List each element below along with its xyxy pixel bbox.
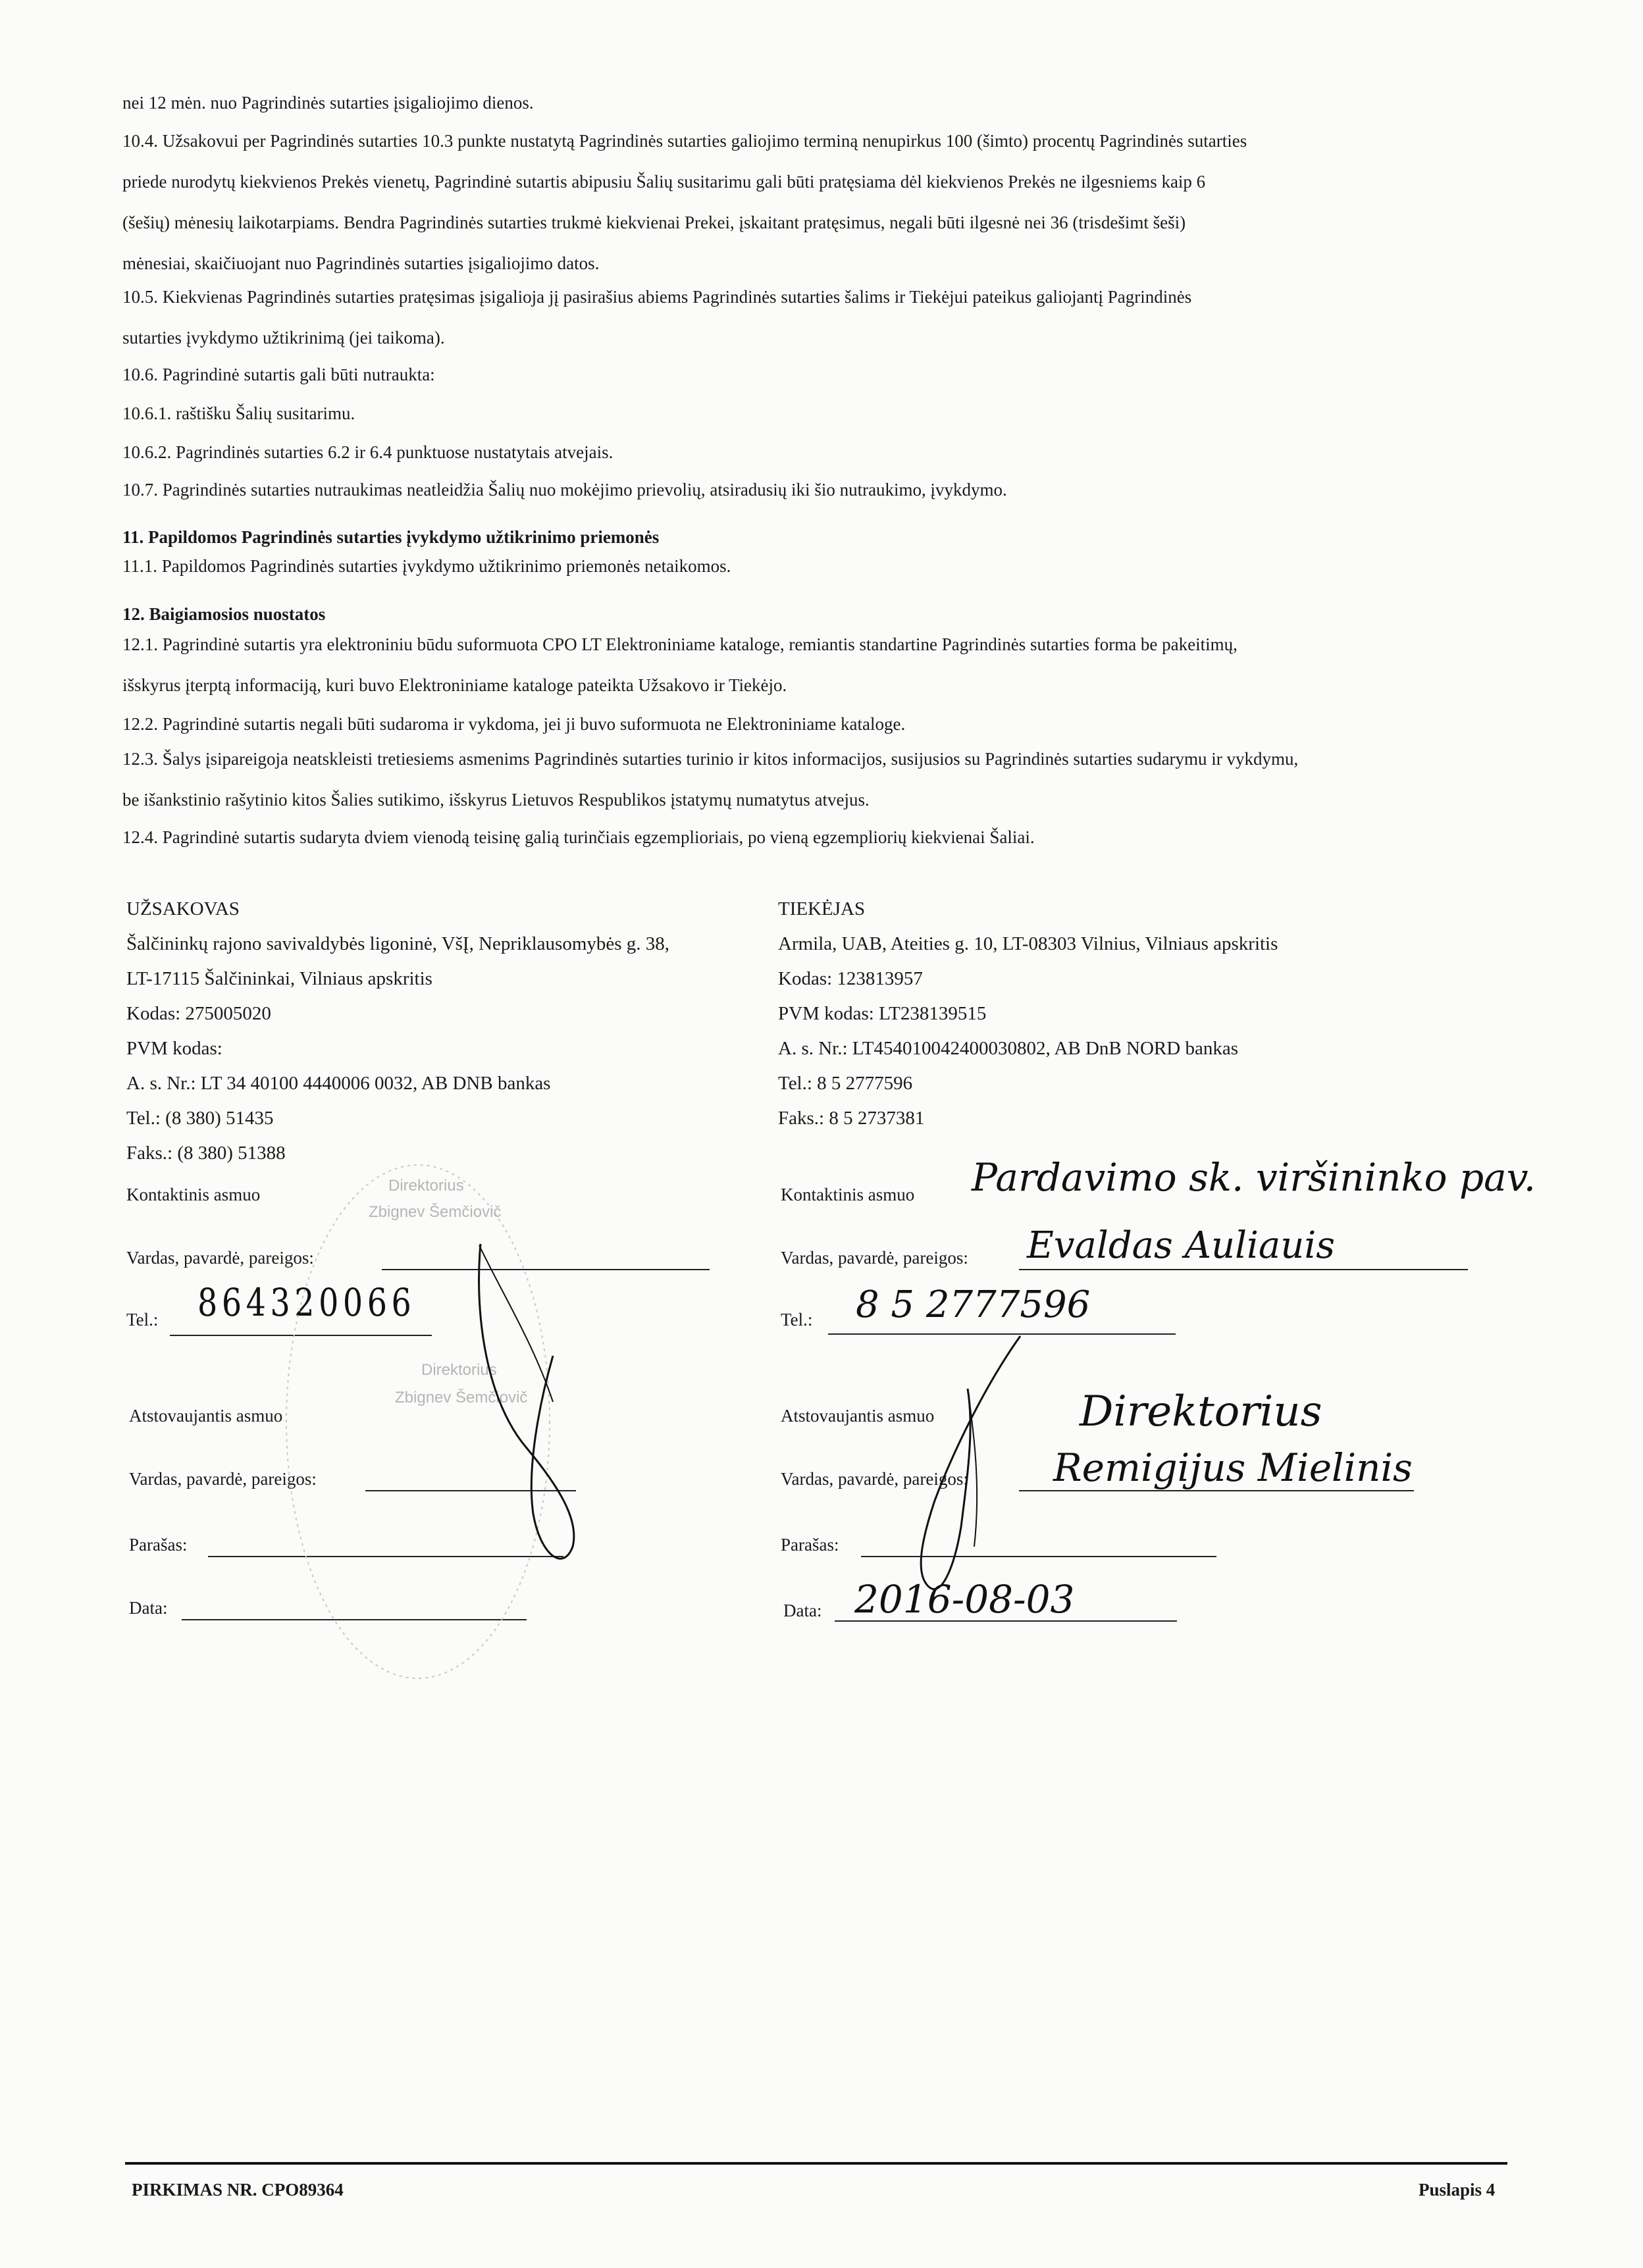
clause-10-6: 10.6. Pagrindinė sutartis gali būti nutraukta:	[122, 365, 435, 384]
supplier-contact-label: Kontaktinis asmuo	[781, 1185, 915, 1204]
supplier-code: Kodas: 123813957	[778, 968, 923, 989]
supplier-bank-account: A. s. Nr.: LT454010042400030802, AB DnB NORD bankas	[778, 1038, 1238, 1059]
footer-procurement-number: PIRKIMAS NR. CPO89364	[132, 2180, 344, 2200]
buyer-address: Šalčininkų rajono savivaldybės ligoninė, VšĮ, Nepriklausomybės g. 38,	[126, 933, 670, 954]
clause-12-1	[122, 624, 1238, 706]
buyer-name-label: Vardas, pavardė, pareigos:	[126, 1248, 314, 1268]
clause-10-4	[122, 120, 1247, 284]
clause-10-5	[122, 276, 1191, 358]
supplier-phone: Tel.: 8 5 2777596	[778, 1073, 913, 1094]
supplier-signature-icon	[875, 1329, 1047, 1606]
clause-10-4-line: mėnesiai, skaičiuojant nuo Pagrindinės sutarties įsigaliojimo datos.	[122, 253, 600, 273]
clause-10-5-line: 10.5. Kiekvienas Pagrindinės sutarties pratęsimas įsigalioja jį pasirašius abiems Pagrindinės sutarties šalims ir Tiekėjui pateikus galiojantį Pagrindinės	[122, 287, 1192, 307]
supplier-contact-handwritten: Pardavimo sk. viršininko pav.	[972, 1155, 1536, 1200]
buyer-code: Kodas: 275005020	[126, 1003, 271, 1024]
supplier-vat-code: PVM kodas: LT238139515	[778, 1003, 987, 1024]
supplier-name-handwritten: Evaldas Auliauis	[1027, 1224, 1336, 1267]
clause-12-2: 12.2. Pagrindinė sutartis negali būti sudaroma ir vykdoma, jei ji buvo suformuota ne Elektroniniame kataloge.	[122, 714, 906, 734]
stamp-text: Direktorius	[388, 1177, 464, 1195]
clause-12-3-line: 12.3. Šalys įsipareigoja neatskleisti tretiesiems asmenims Pagrindinės sutarties turinio ir kitos informacijos, susijusios su Pagrindinės sutarties sudarymu ir vykdymu,	[122, 749, 1299, 769]
buyer-heading: UŽSAKOVAS	[126, 898, 240, 919]
supplier-rep-name-line	[1019, 1490, 1414, 1491]
supplier-name-label: Vardas, pavardė, pareigos:	[781, 1248, 968, 1268]
clause-10-6-2: 10.6.2. Pagrindinės sutarties 6.2 ir 6.4 punktuose nustatytais atvejais.	[122, 442, 613, 462]
supplier-name-line	[1019, 1269, 1468, 1270]
footer-divider	[125, 2162, 1507, 2165]
supplier-details	[778, 892, 1278, 1136]
buyer-bank-account: A. s. Nr.: LT 34 40100 4440006 0032, AB DNB bankas	[126, 1073, 551, 1094]
stamp-text: Direktorius	[421, 1361, 497, 1379]
supplier-sign-label: Parašas:	[781, 1535, 839, 1555]
clause-10-4-line: (šešių) mėnesių laikotarpiams. Bendra Pagrindinės sutarties trukmė kiekvienai Prekei, įskaitant pratęsimus, negali būti ilgesnė nei 36 (trisdešimt šeši)	[122, 213, 1186, 232]
buyer-phone: Tel.: (8 380) 51435	[126, 1108, 274, 1129]
supplier-rep-name-handwritten: Remigijus Mielinis	[1053, 1445, 1413, 1490]
clause-12-1-line: išskyrus įterptą informaciją, kuri buvo Elektroniniame kataloge pateikta Užsakovo ir Tiekėjo.	[122, 675, 787, 695]
buyer-address-city: LT-17115 Šalčininkai, Vilniaus apskritis	[126, 968, 432, 989]
buyer-rep-label: Atstovaujantis asmuo	[129, 1406, 283, 1426]
clause-10-4-line: 10.4. Užsakovui per Pagrindinės sutarties 10.3 punkte nustatytą Pagrindinės sutarties galiojimo terminą nenupirkus 100 (šimto) procentų Pagrindinės sutarties	[122, 131, 1247, 151]
clause-10-4-line: priede nurodytų kiekvienos Prekės vienetų, Pagrindinė sutartis abipusiu Šalių susitarimu gali būti pratęsiama dėl kiekvienos Prekės ne ilgesniems kaip 6	[122, 172, 1206, 192]
clause-10-6-1: 10.6.1. raštišku Šalių susitarimu.	[122, 403, 355, 423]
buyer-sign-label: Parašas:	[129, 1535, 188, 1555]
clause-10-7: 10.7. Pagrindinės sutarties nutraukimas neatleidžia Šalių nuo mokėjimo prievolių, atsiradusių iki šio nutraukimo, įvykdymo.	[122, 480, 1007, 500]
buyer-tel-handwritten: 864320066	[197, 1280, 416, 1325]
supplier-fax: Faks.: 8 5 2737381	[778, 1108, 925, 1129]
clause-12-4: 12.4. Pagrindinė sutartis sudaryta dviem vienodą teisinę galią turinčiais egzemplioriais, po vieną egzempliorių kiekvienai Šaliai.	[122, 827, 1035, 847]
buyer-contact-label: Kontaktinis asmuo	[126, 1185, 261, 1204]
supplier-tel-label: Tel.:	[781, 1310, 813, 1329]
buyer-vat-code: PVM kodas:	[126, 1038, 222, 1059]
buyer-details	[126, 892, 669, 1171]
paragraph-continuation: nei 12 mėn. nuo Pagrindinės sutarties įsigaliojimo dienos.	[122, 93, 534, 113]
supplier-rep-name-label: Vardas, pavardė, pareigos:	[781, 1469, 968, 1489]
supplier-address: Armila, UAB, Ateities g. 10, LT-08303 Vilnius, Vilniaus apskritis	[778, 933, 1278, 954]
clause-10-5-line: sutarties įvykdymo užtikrinimą (jei taikoma).	[122, 328, 445, 348]
buyer-tel-label: Tel.:	[126, 1310, 159, 1329]
supplier-rep-label: Atstovaujantis asmuo	[781, 1406, 935, 1426]
supplier-date-handwritten: 2016-08-03	[854, 1577, 1075, 1622]
buyer-rep-name-label: Vardas, pavardė, pareigos:	[129, 1469, 317, 1489]
section-12-heading: 12. Baigiamosios nuostatos	[122, 604, 326, 624]
clause-12-3-line: be išankstinio rašytinio kitos Šalies sutikimo, išskyrus Lietuvos Respublikos įstatymų numatytus atvejus.	[122, 790, 870, 810]
supplier-rep-title-handwritten: Direktorius	[1080, 1387, 1322, 1436]
supplier-tel-handwritten: 8 5 2777596	[856, 1283, 1091, 1326]
stamp-text: Zbignev Šemčiovič	[369, 1203, 502, 1221]
footer-page-number: Puslapis 4	[1419, 2180, 1496, 2200]
buyer-fax: Faks.: (8 380) 51388	[126, 1143, 286, 1164]
buyer-signature-icon	[448, 1237, 619, 1580]
buyer-date-label: Data:	[129, 1598, 168, 1618]
supplier-date-line	[835, 1620, 1177, 1622]
supplier-heading: TIEKĖJAS	[778, 898, 866, 919]
stamp-text: Zbignev Šemčiovič	[395, 1389, 528, 1406]
clause-12-1-line: 12.1. Pagrindinė sutartis yra elektroniniu būdu suformuota CPO LT Elektroniniame kataloge, remiantis standartine Pagrindinės sutarties forma be pakeitimų,	[122, 634, 1238, 654]
clause-12-3	[122, 738, 1298, 820]
supplier-date-label: Data:	[783, 1601, 822, 1620]
clause-11-1: 11.1. Papildomos Pagrindinės sutarties įvykdymo užtikrinimo priemonės netaikomos.	[122, 556, 731, 576]
section-11-heading: 11. Papildomos Pagrindinės sutarties įvykdymo užtikrinimo priemonės	[122, 527, 660, 547]
